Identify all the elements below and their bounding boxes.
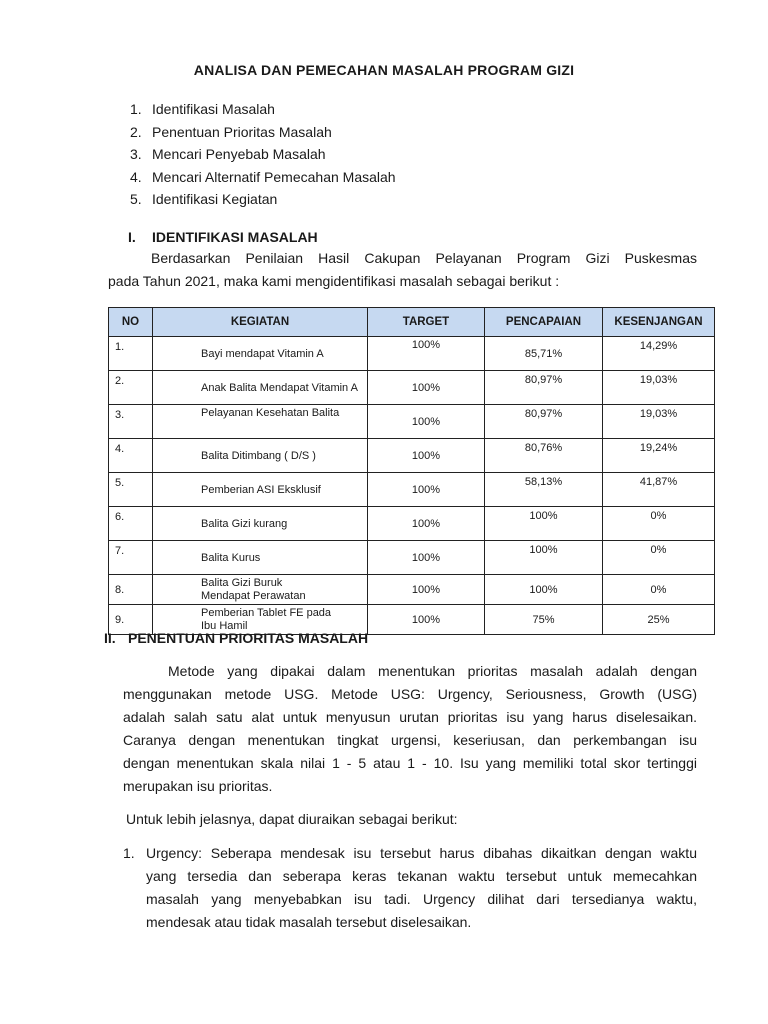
cell-kegiatan: Balita Gizi kurang	[153, 507, 368, 541]
table-row	[109, 371, 715, 405]
step-label: Mencari Penyebab Masalah	[152, 146, 326, 162]
step-number: 1.	[130, 101, 142, 117]
cell-kegiatan: Pemberian ASI Eksklusif	[153, 473, 368, 507]
cell-kesenjangan: 14,29%	[603, 337, 715, 371]
step-number: 2.	[130, 123, 142, 140]
table-row	[109, 473, 715, 507]
header-target: TARGET	[368, 308, 485, 337]
detail-intro: Untuk lebih jelasnya, dapat diuraikan sebagai berikut:	[126, 811, 458, 827]
section-1-heading	[128, 229, 318, 245]
cell-kegiatan: Pemberian Tablet FE pada Ibu Hamil	[153, 605, 368, 635]
step-label: Penentuan Prioritas Masalah	[152, 123, 332, 140]
paragraph-line: adalah salah satu alat untuk menyusun urutan prioritas isu yang harus diselesaikan.	[123, 709, 697, 725]
steps-list-item	[130, 166, 396, 189]
cell-kesenjangan: 25%	[603, 605, 715, 635]
cell-kegiatan: Balita Ditimbang ( D/S )	[153, 439, 368, 473]
cell-kegiatan: Anak Balita Mendapat Vitamin A	[153, 371, 368, 405]
cell-pencapaian: 80,97%	[485, 371, 603, 405]
cell-pencapaian: 100%	[485, 507, 603, 541]
cell-target: 100%	[368, 605, 485, 635]
cell-kegiatan: Balita Kurus	[153, 541, 368, 575]
table-header-row	[109, 308, 715, 337]
cell-target: 100%	[368, 473, 485, 507]
document-title: ANALISA DAN PEMECAHAN MASALAH PROGRAM GIZI	[193, 62, 575, 78]
step-label: Identifikasi Masalah	[152, 101, 275, 117]
steps-list-item	[130, 143, 396, 166]
cell-kesenjangan: 0%	[603, 541, 715, 575]
table-row	[109, 575, 715, 605]
paragraph-line: dengan menentukan skala nilai 1 - 5 atau 1 - 10. Isu yang memiliki total skor tertinggi	[123, 755, 697, 771]
cell-pencapaian: 85,71%	[485, 337, 603, 371]
cell-pencapaian: 80,97%	[485, 405, 603, 439]
step-label: Mencari Alternatif Pemecahan Masalah	[152, 168, 396, 185]
cell-kesenjangan: 19,03%	[603, 405, 715, 439]
section-1-intro	[108, 247, 697, 293]
section-1-intro-line: Berdasarkan Penilaian Hasil Cakupan Pelayanan Program Gizi Puskesmas	[151, 250, 697, 266]
section-1-intro-line: pada Tahun 2021, maka kami mengidentifikasi masalah sebagai berikut :	[108, 273, 560, 289]
header-kegiatan: KEGIATAN	[153, 308, 368, 337]
cell-no: 9.	[109, 605, 153, 635]
cell-no: 5.	[109, 473, 153, 507]
step-label: Identifikasi Kegiatan	[152, 191, 278, 207]
usg-item-urgency	[123, 842, 697, 934]
usg-item-line: yang tersedia dan seberapa keras tekanan waktu tersebut untuk memecahkan	[146, 868, 697, 884]
cell-kesenjangan: 0%	[603, 575, 715, 605]
cell-kegiatan: Bayi mendapat Vitamin A	[153, 337, 368, 371]
usg-item-line: masalah yang menyebabkan isu tadi. Urgency dilihat dari tersedianya waktu,	[146, 891, 697, 907]
steps-list-item	[130, 121, 396, 144]
steps-list-item	[130, 188, 396, 211]
header-no: NO	[109, 308, 153, 337]
table-row	[109, 337, 715, 371]
cell-no: 3.	[109, 405, 153, 439]
cell-kegiatan: Pelayanan Kesehatan Balita	[153, 405, 368, 439]
cell-kesenjangan: 19,24%	[603, 439, 715, 473]
cell-no: 2.	[109, 371, 153, 405]
section-2-title: PENENTUAN PRIORITAS MASALAH	[128, 630, 369, 646]
section-2-paragraph	[123, 660, 697, 798]
header-pencapaian: PENCAPAIAN	[485, 308, 603, 337]
cell-kesenjangan: 19,03%	[603, 371, 715, 405]
step-number: 3.	[130, 146, 142, 162]
paragraph-line: merupakan isu prioritas.	[123, 778, 273, 794]
cell-no: 4.	[109, 439, 153, 473]
paragraph-line: menggunakan metode USG. Metode USG: Urgency, Seriousness, Growth (USG)	[123, 686, 697, 702]
section-1-title: IDENTIFIKASI MASALAH	[152, 229, 318, 245]
usg-item-line: Urgency: Seberapa mendesak isu tersebut harus dibahas dikaitkan dengan waktu	[146, 845, 697, 861]
cell-target: 100%	[368, 541, 485, 575]
cell-target: 100%	[368, 371, 485, 405]
cell-target: 100%	[368, 507, 485, 541]
steps-list	[130, 98, 396, 211]
cell-pencapaian: 100%	[485, 575, 603, 605]
cell-no: 6.	[109, 507, 153, 541]
cell-pencapaian: 80,76%	[485, 439, 603, 473]
cell-kegiatan: Balita Gizi Buruk Mendapat Perawatan	[153, 575, 368, 605]
table-row	[109, 439, 715, 473]
cell-target: 100%	[368, 337, 485, 371]
cell-no: 7.	[109, 541, 153, 575]
cell-no: 8.	[109, 575, 153, 605]
section-2-heading	[104, 630, 368, 646]
table-row	[109, 405, 715, 439]
cell-target: 100%	[368, 405, 485, 439]
cell-pencapaian: 75%	[485, 605, 603, 635]
paragraph-line: Caranya dengan menentukan tingkat urgensi, keseriusan, dan perkembangan isu	[123, 732, 697, 748]
section-1-numeral: I.	[128, 229, 136, 245]
table-row	[109, 541, 715, 575]
cell-target: 100%	[368, 439, 485, 473]
gizi-coverage-table	[108, 307, 715, 635]
paragraph-line: Metode yang dipakai dalam menentukan prioritas masalah adalah dengan	[168, 663, 697, 679]
cell-target: 100%	[368, 575, 485, 605]
section-2-numeral: II.	[104, 630, 116, 646]
step-number: 5.	[130, 191, 142, 207]
usg-item-text	[146, 842, 697, 934]
usg-item-number: 1.	[123, 845, 135, 861]
usg-item-line: mendesak atau tidak masalah tersebut diselesaikan.	[146, 914, 472, 930]
cell-kesenjangan: 0%	[603, 507, 715, 541]
cell-no: 1.	[109, 337, 153, 371]
cell-pencapaian: 58,13%	[485, 473, 603, 507]
cell-kesenjangan: 41,87%	[603, 473, 715, 507]
header-kesenjangan: KESENJANGAN	[603, 308, 715, 337]
table-row	[109, 507, 715, 541]
step-number: 4.	[130, 168, 142, 185]
steps-list-item	[130, 98, 396, 121]
cell-pencapaian: 100%	[485, 541, 603, 575]
